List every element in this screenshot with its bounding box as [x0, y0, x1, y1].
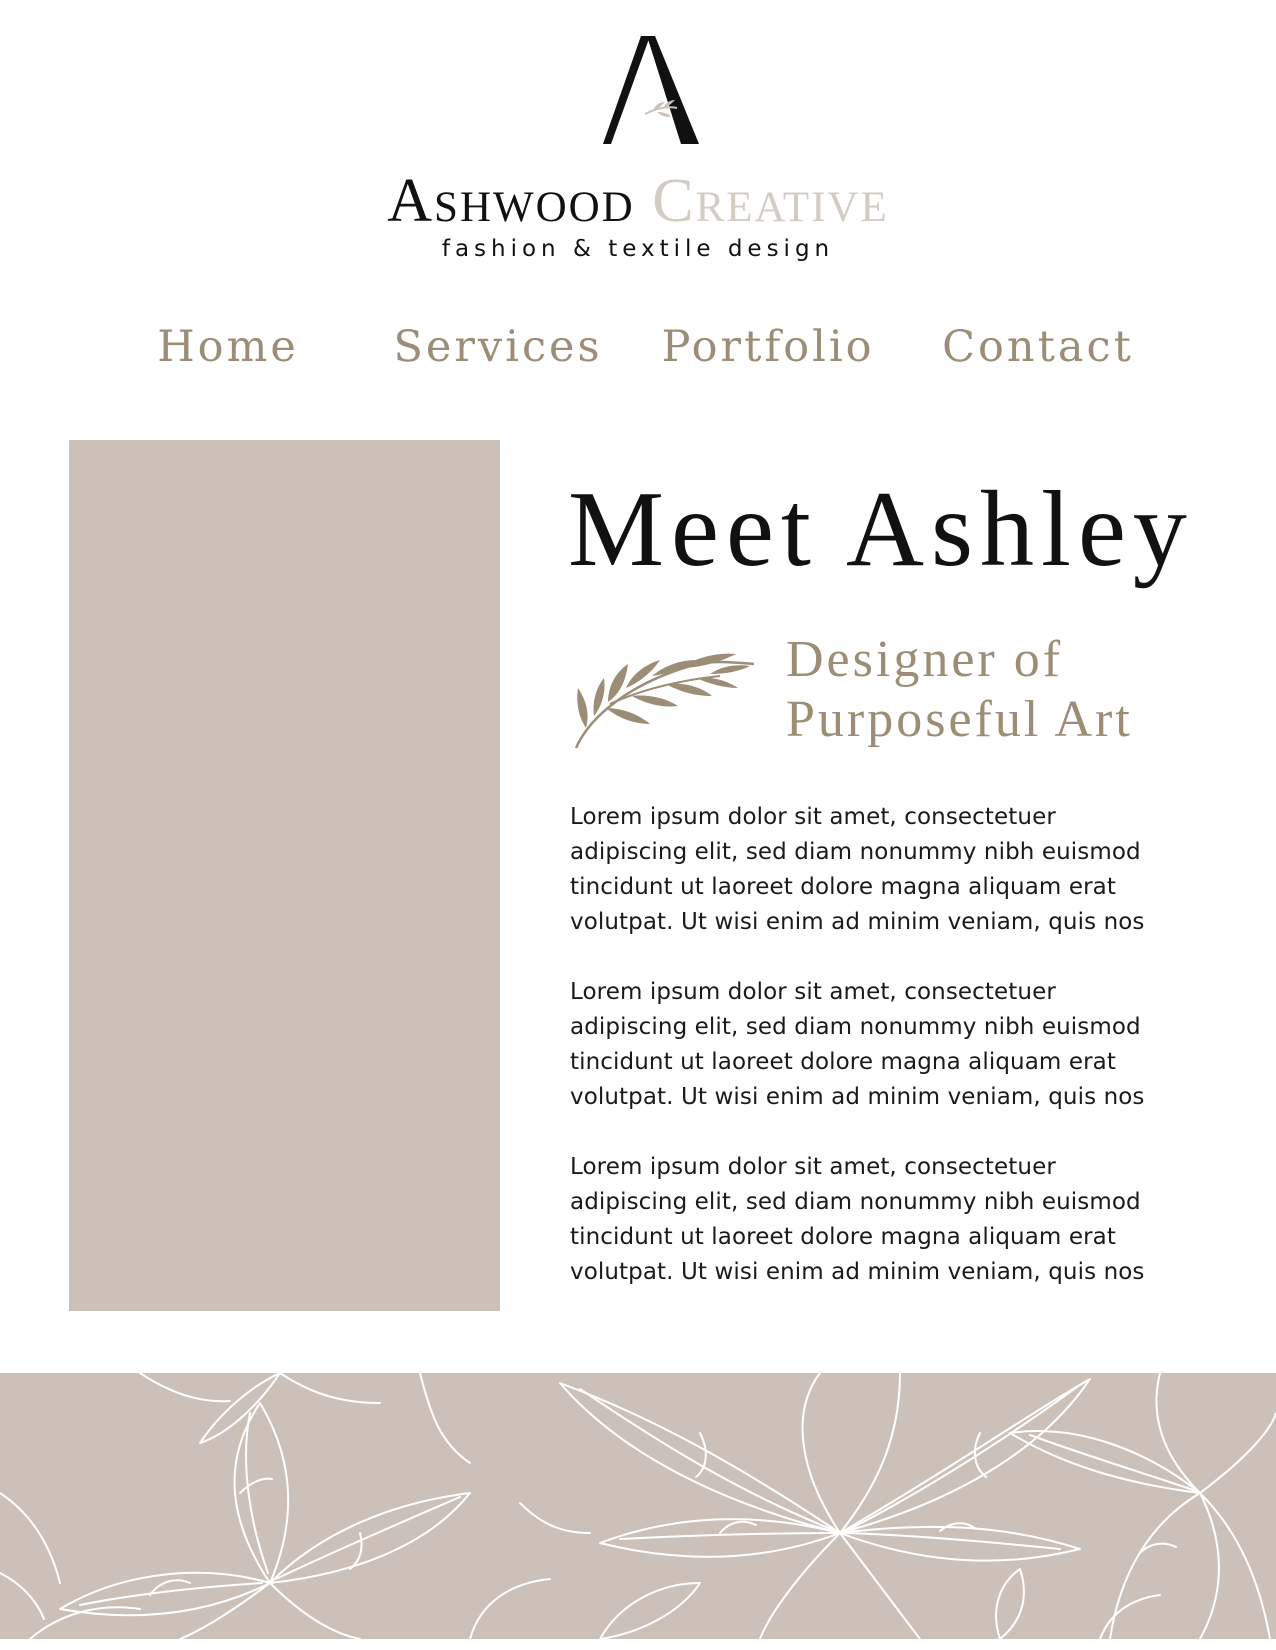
paragraph-line: tincidunt ut laoreet dolore magna aliquam erat	[570, 1049, 1116, 1075]
paragraph-line: adipiscing elit, sed diam nonummy nibh euismod	[570, 839, 1141, 865]
brand-name-secondary: Creative	[652, 167, 889, 235]
nav-link-services[interactable]: Services	[393, 322, 603, 372]
paragraph-line: Lorem ipsum dolor sit amet, consectetuer	[570, 979, 1056, 1005]
paragraph-line: Lorem ipsum dolor sit amet, consectetuer	[570, 1154, 1056, 1180]
main-nav	[0, 322, 1276, 382]
olive-branch-icon	[570, 636, 754, 752]
bio-paragraph-3	[570, 1150, 1220, 1290]
paragraph-line: volutpat. Ut wisi enim ad minim veniam, quis nos	[570, 1084, 1145, 1110]
letter-a-logo-icon	[603, 36, 699, 146]
subtitle-line-1: Designer of	[786, 631, 1064, 688]
profile-photo-placeholder	[69, 440, 500, 1311]
brand-name	[0, 168, 1276, 234]
paragraph-line: Lorem ipsum dolor sit amet, consectetuer	[570, 804, 1056, 830]
nav-link-portfolio[interactable]: Portfolio	[661, 322, 875, 372]
paragraph-line: tincidunt ut laoreet dolore magna aliquam erat	[570, 874, 1116, 900]
bio-paragraph-2	[570, 975, 1220, 1115]
paragraph-line: adipiscing elit, sed diam nonummy nibh euismod	[570, 1014, 1141, 1040]
brand-tagline: fashion & textile design	[441, 236, 835, 262]
page-title: Meet Ashley	[568, 470, 1194, 589]
paragraph-line: volutpat. Ut wisi enim ad minim veniam, quis nos	[570, 909, 1145, 935]
nav-link-home[interactable]: Home	[157, 322, 299, 372]
floral-footer-band	[0, 1373, 1276, 1639]
bio-paragraph-1	[570, 800, 1220, 940]
brand-name-primary: Ashwood	[387, 167, 635, 235]
floral-pattern-icon	[0, 1373, 1276, 1639]
page-subtitle	[786, 630, 1266, 750]
paragraph-line: tincidunt ut laoreet dolore magna aliquam erat	[570, 1224, 1116, 1250]
subtitle-line-2: Purposeful Art	[786, 691, 1133, 748]
nav-link-contact[interactable]: Contact	[942, 322, 1134, 372]
paragraph-line: volutpat. Ut wisi enim ad minim veniam, quis nos	[570, 1259, 1145, 1285]
paragraph-line: adipiscing elit, sed diam nonummy nibh euismod	[570, 1189, 1141, 1215]
